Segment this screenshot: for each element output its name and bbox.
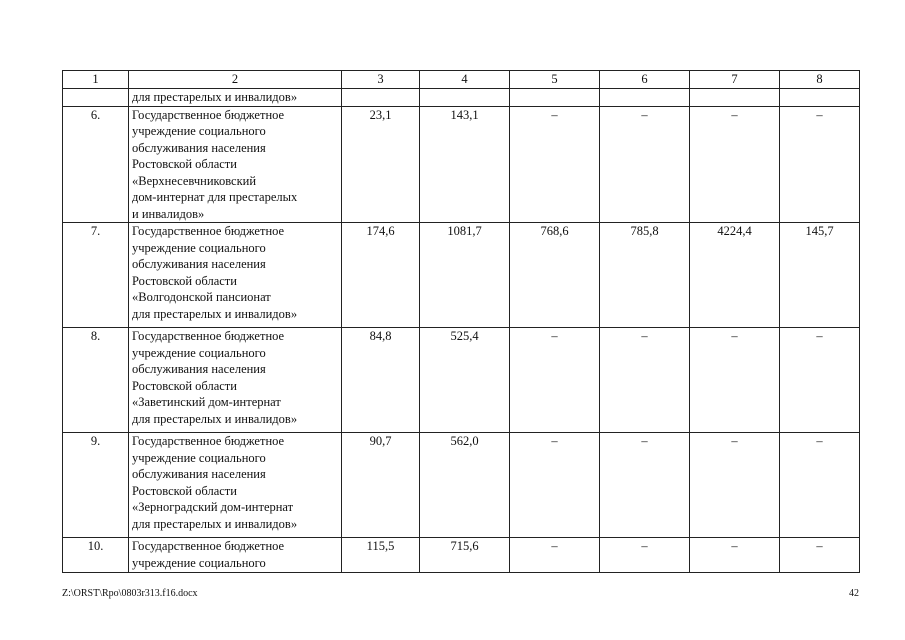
institution-name-line: для престарелых и инвалидов» — [132, 411, 298, 426]
institution-name-line: обслуживания населения — [132, 257, 266, 271]
value-cell-col-4: 715,6 — [420, 538, 510, 573]
institution-name-line: «Зерноградский дом-интернат — [132, 500, 294, 514]
table-row — [63, 538, 860, 573]
value-cell-col-5: – — [510, 433, 600, 538]
value-cell-col-6: – — [600, 538, 690, 573]
institution-name-cell — [129, 106, 342, 223]
institution-name-line: Ростовской области — [132, 378, 237, 393]
institution-name-cell — [129, 223, 342, 328]
header-cell-2: 2 — [129, 71, 342, 89]
continuation-cell — [780, 89, 860, 107]
header-row — [63, 71, 860, 89]
continuation-cell — [342, 89, 420, 107]
continuation-cell — [690, 89, 780, 107]
header-cell-8: 8 — [780, 71, 860, 89]
value-cell-col-8: – — [780, 328, 860, 433]
value-cell-col-5: – — [510, 538, 600, 573]
row-number-cell: 8. — [63, 328, 129, 433]
header-cell-3: 3 — [342, 71, 420, 89]
row-number-cell: 7. — [63, 223, 129, 328]
value-cell-col-6: – — [600, 433, 690, 538]
value-cell-col-7: – — [690, 433, 780, 538]
institution-name-line: учреждение социального — [132, 124, 266, 138]
table-row — [63, 106, 860, 223]
value-cell-col-3: 84,8 — [342, 328, 420, 433]
value-cell-col-3: 115,5 — [342, 538, 420, 573]
continuation-cell — [510, 89, 600, 107]
value-cell-col-8: – — [780, 538, 860, 573]
institution-name-line: Государственное бюджетное — [132, 539, 285, 553]
value-cell-col-8: – — [780, 433, 860, 538]
header-cell-6: 6 — [600, 71, 690, 89]
continuation-row — [63, 89, 860, 107]
value-cell-col-6: 785,8 — [600, 223, 690, 328]
continuation-name-cell: для престарелых и инвалидов» — [129, 89, 342, 107]
value-cell-col-6: – — [600, 328, 690, 433]
institution-name-cell — [129, 538, 342, 573]
institution-name-line: для престарелых и инвалидов» — [132, 306, 298, 321]
data-table — [62, 70, 860, 573]
institution-name-line: Государственное бюджетное — [132, 434, 285, 448]
table-row — [63, 433, 860, 538]
value-cell-col-7: – — [690, 106, 780, 223]
value-cell-col-7: – — [690, 328, 780, 433]
value-cell-col-3: 90,7 — [342, 433, 420, 538]
institution-name-line: учреждение социального — [132, 450, 266, 465]
continuation-cell — [420, 89, 510, 107]
header-cell-5: 5 — [510, 71, 600, 89]
value-cell-col-4: 525,4 — [420, 328, 510, 433]
institution-name-line: учреждение социального — [132, 240, 266, 255]
institution-name-line: для престарелых и инвалидов» — [132, 516, 298, 531]
value-cell-col-8: – — [780, 106, 860, 223]
institution-name-line: дом-интернат для престарелых — [132, 190, 298, 204]
institution-name-line: Ростовской области — [132, 157, 237, 171]
row-number-cell: 6. — [63, 106, 129, 223]
continuation-cell — [600, 89, 690, 107]
value-cell-col-5: – — [510, 328, 600, 433]
footer-file-path: Z:\ORST\Rpo\0803r313.f16.docx — [62, 588, 198, 599]
value-cell-col-4: 1081,7 — [420, 223, 510, 328]
value-cell-col-6: – — [600, 106, 690, 223]
header-cell-7: 7 — [690, 71, 780, 89]
institution-name-line: Государственное бюджетное — [132, 224, 285, 238]
institution-name-line: «Волгодонской пансионат — [132, 290, 271, 304]
table-row — [63, 223, 860, 328]
institution-name-line: учреждение социального — [132, 555, 266, 570]
institution-name-line: обслуживания населения — [132, 140, 266, 155]
value-cell-col-7: – — [690, 538, 780, 573]
row-number-cell: 10. — [63, 538, 129, 573]
footer-page-number: 42 — [849, 588, 859, 599]
row-number-cell: 9. — [63, 433, 129, 538]
institution-name-line: Государственное бюджетное — [132, 329, 285, 343]
institution-name-line: и инвалидов» — [132, 206, 205, 221]
institution-name-line: «Заветинский дом-интернат — [132, 395, 281, 409]
value-cell-col-3: 23,1 — [342, 106, 420, 223]
value-cell-col-4: 562,0 — [420, 433, 510, 538]
institution-name-line: обслуживания населения — [132, 467, 266, 481]
header-cell-1: 1 — [63, 71, 129, 89]
value-cell-col-3: 174,6 — [342, 223, 420, 328]
value-cell-col-5: 768,6 — [510, 223, 600, 328]
table-row — [63, 328, 860, 433]
institution-name-line: обслуживания населения — [132, 362, 266, 376]
value-cell-col-7: 4224,4 — [690, 223, 780, 328]
value-cell-col-5: – — [510, 106, 600, 223]
institution-name-line: Ростовской области — [132, 273, 237, 288]
institution-name-line: учреждение социального — [132, 345, 266, 360]
continuation-num-cell — [63, 89, 129, 107]
institution-name-cell — [129, 433, 342, 538]
header-cell-4: 4 — [420, 71, 510, 89]
institution-name-line: «Верхнесевчниковский — [132, 173, 257, 188]
institution-name-line: Государственное бюджетное — [132, 107, 285, 122]
value-cell-col-8: 145,7 — [780, 223, 860, 328]
value-cell-col-4: 143,1 — [420, 106, 510, 223]
institution-name-line: Ростовской области — [132, 483, 237, 498]
institution-name-cell — [129, 328, 342, 433]
